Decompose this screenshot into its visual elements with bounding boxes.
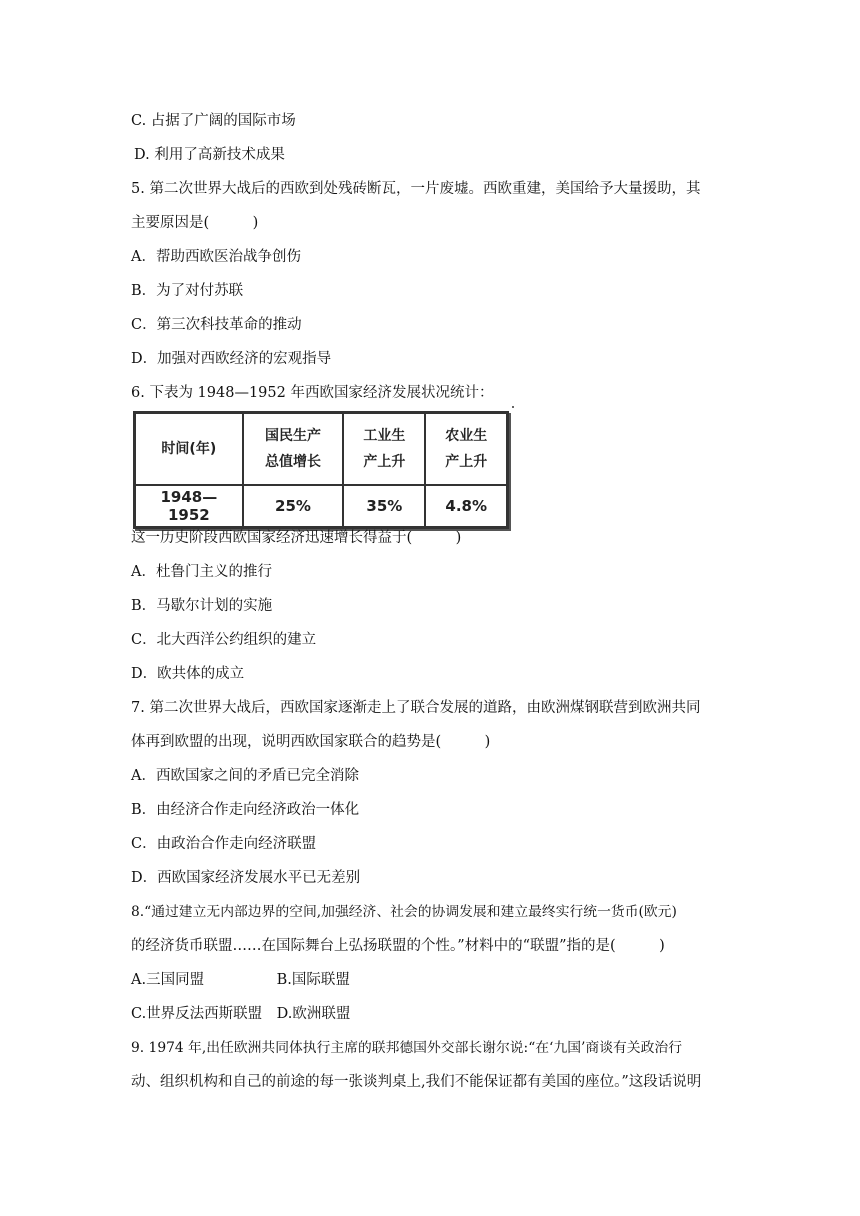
table-header-cell <box>243 413 344 486</box>
table-corner-mark <box>512 406 514 408</box>
question-7-option-a: A．西欧国家之间的矛盾已完全消除 <box>131 768 359 784</box>
question-6-option-c: C．北大西洋公约组织的建立 <box>131 632 317 648</box>
question-9-stem-line2: 动、组织机构和自己的前途的每一张谈判桌上,我们不能保证都有美国的座位。”这段话说明 <box>131 1074 702 1090</box>
cell-industry: 35% <box>343 485 425 528</box>
question-7-option-b: B．由经济合作走向经济政治一体化 <box>131 802 360 818</box>
cell-agriculture: 4.8% <box>425 485 507 528</box>
question-6-option-b: B．马歇尔计划的实施 <box>131 598 273 614</box>
question-9-stem-line1: 9. 1974 年,出任欧洲共同体执行主席的联邦德国外交部长谢尔说:“在‘九国’商谈有关政治行 <box>131 1040 682 1056</box>
question-7-stem-line2: 体再到欧盟的出现，说明西欧国家联合的趋势是( ) <box>131 734 491 750</box>
header-industry: 工业生 产上升 <box>363 428 406 470</box>
question-5-stem-line1: 5. 第二次世界大战后的西欧到处残砖断瓦，一片废墟。西欧重建，美国给予大量援助，其 <box>131 181 701 197</box>
question-5-option-d: D．加强对西欧经济的宏观指导 <box>131 351 332 367</box>
question-6-prompt: 这一历史阶段西欧国家经济迅速增长得益于( ) <box>131 530 462 546</box>
question-6-stem: 6. 下表为 1948—1952 年西欧国家经济发展状况统计： <box>131 385 494 401</box>
option-c-q4: C. 占据了广阔的国际市场 <box>131 113 296 129</box>
question-5-option-a: A．帮助西欧医治战争创伤 <box>131 249 301 265</box>
question-7-option-c: C．由政治合作走向经济联盟 <box>131 836 317 852</box>
header-agriculture: 农业生 产上升 <box>445 428 488 470</box>
question-8-stem-line1: 8.“通过建立无内部边界的空间,加强经济、社会的协调发展和建立最终实行统一货币(欧元) <box>131 904 677 920</box>
question-8-stem-line2: 的经济货币联盟……在国际舞台上弘扬联盟的个性。”材料中的“联盟”指的是( ) <box>131 938 665 954</box>
question-5-option-c: C．第三次科技革命的推动 <box>131 317 302 333</box>
table-header-row <box>135 413 508 486</box>
table-row <box>135 485 508 528</box>
cell-period: 1948—1952 <box>135 485 243 528</box>
table-header-cell <box>135 413 243 486</box>
question-7-stem-line1: 7. 第二次世界大战后，西欧国家逐渐走上了联合发展的道路，由欧洲煤钢联营到欧洲共同 <box>131 700 701 716</box>
table-header-cell <box>425 413 507 486</box>
question-6-option-d: D．欧共体的成立 <box>131 666 245 682</box>
question-5-stem-line2: 主要原因是( ) <box>131 215 259 231</box>
header-time: 时间(年) <box>161 441 217 457</box>
question-5-option-b: B．为了对付苏联 <box>131 283 244 299</box>
question-6-option-a: A．杜鲁门主义的推行 <box>131 564 272 580</box>
question-8-options-cd: C.世界反法西斯联盟 D.欧洲联盟 <box>131 1006 351 1022</box>
question-8-options-ab: A.三国同盟 B.国际联盟 <box>131 972 350 988</box>
table-header-cell <box>343 413 425 486</box>
cell-gnp: 25% <box>243 485 344 528</box>
question-7-option-d: D．西欧国家经济发展水平已无差别 <box>131 870 361 886</box>
economic-stats-table <box>133 411 509 529</box>
option-d-q4: D. 利用了高新技术成果 <box>134 147 285 163</box>
header-gnp: 国民生产 总值增长 <box>265 428 321 470</box>
